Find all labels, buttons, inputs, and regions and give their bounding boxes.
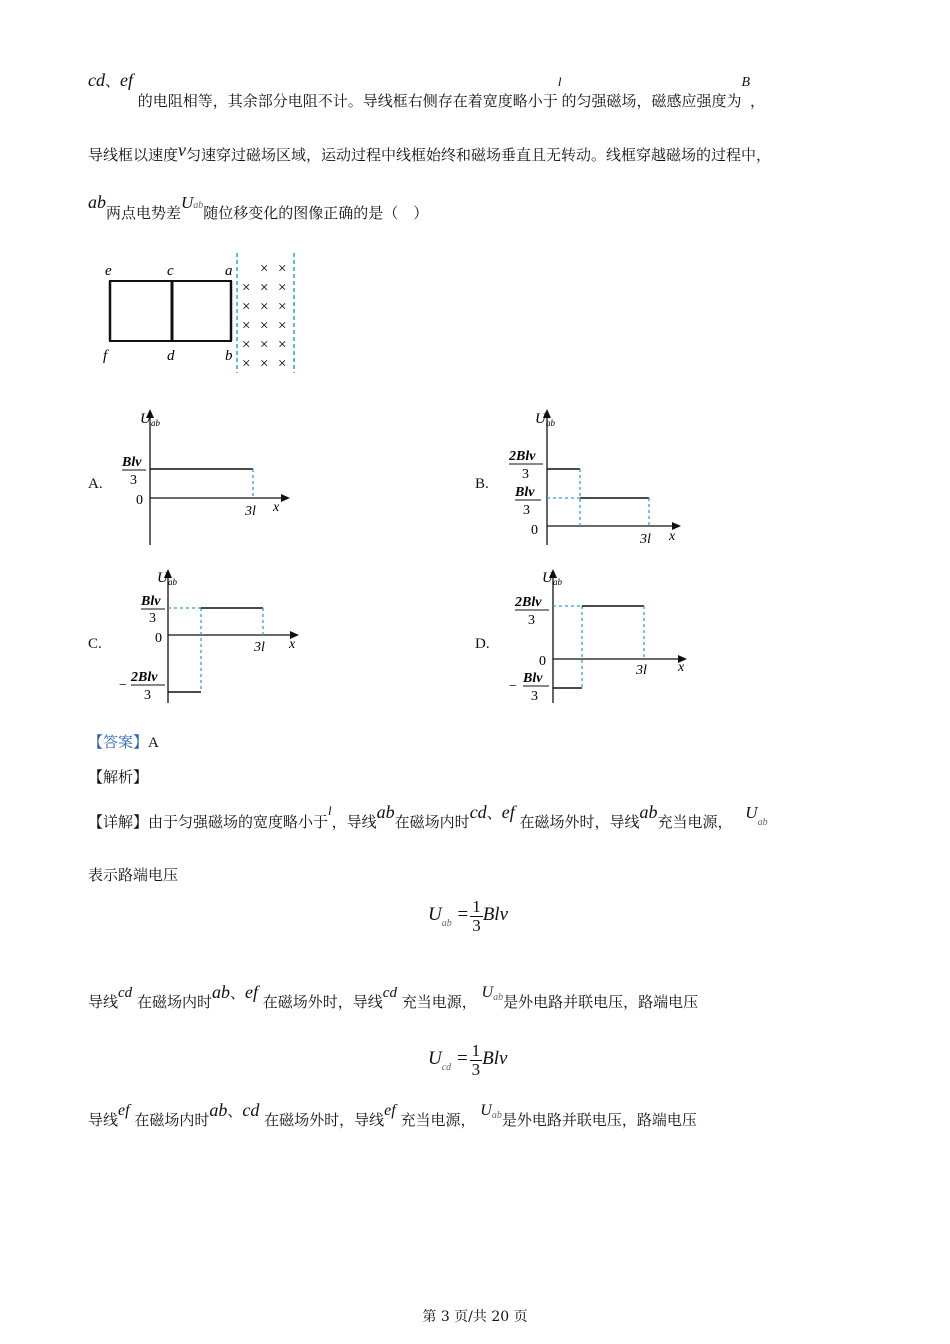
eq-rest: Blv [482, 903, 509, 925]
y-label-sub: ab [168, 577, 177, 587]
detail-label: 【详解】 [88, 813, 149, 831]
text: 充当电源， [401, 993, 477, 1011]
tick-den-2: 3 [523, 503, 530, 518]
tick-num: Blv [141, 594, 161, 609]
text: 在磁场外时，导线 [519, 813, 640, 831]
y-label: U [140, 411, 151, 427]
text: 在磁场外时，导线 [264, 1111, 385, 1129]
var-l: l [557, 74, 562, 89]
tick-den: 3 [130, 473, 137, 488]
var-ab: ab [376, 802, 395, 822]
text: 随位移变化的图像正确的是（ ） [203, 204, 429, 222]
detail-line-3 [88, 982, 699, 1011]
var-cd: cd [242, 1100, 260, 1120]
equation-uab [428, 898, 508, 935]
var-U: U [481, 984, 494, 1001]
zero-label: 0 [531, 523, 538, 538]
separator: 、 [105, 72, 121, 90]
eq-num: 1 [471, 1041, 481, 1060]
var-ef: ef [501, 802, 515, 822]
detail-line-2: 表示路端电压 [88, 866, 179, 884]
var-cd: cd [118, 985, 133, 1001]
var-ef: ef [384, 1102, 396, 1119]
cross-mark: × [260, 337, 269, 353]
cross-mark: × [242, 337, 251, 353]
text: 导线 [88, 993, 119, 1011]
var-U: U [480, 1102, 492, 1119]
neg-sign: − [119, 678, 127, 693]
neg-tick-num: Blv [523, 671, 543, 686]
var-ab: ab [639, 802, 658, 822]
detail-line-4 [88, 1100, 697, 1129]
question-line-2 [88, 140, 772, 165]
var-cd: cd [88, 70, 105, 90]
option-b-letter: B. [475, 476, 489, 492]
var-l: l [328, 803, 332, 818]
cross-mark: × [278, 356, 287, 372]
text: ，导线 [331, 813, 377, 831]
zero-label: 0 [539, 654, 546, 669]
eq-den: 3 [471, 1059, 481, 1079]
zero-label: 0 [155, 631, 162, 646]
eq-equals: = [456, 1047, 468, 1069]
neg-tick-den: 3 [531, 689, 538, 704]
label-a: a [225, 263, 233, 279]
var-sub: ab [757, 817, 768, 828]
page-footer: 第 3 页/共 20 页 [422, 1309, 528, 1325]
neg-tick-num: 2Blv [131, 670, 158, 685]
option-d-graph [505, 563, 695, 708]
text: 充当电源， [400, 1111, 476, 1129]
text: 在磁场内时 [136, 993, 212, 1011]
eq-U: U [428, 1047, 442, 1069]
text: ， [750, 92, 766, 110]
zero-label: 0 [136, 493, 143, 508]
text: 是外电路并联电压，路端电压 [501, 1111, 697, 1129]
option-d-letter: D. [475, 636, 490, 652]
cross-mark: × [242, 356, 251, 372]
y-label: U [157, 570, 168, 586]
cross-mark: × [242, 299, 251, 315]
var-ef: ef [245, 982, 258, 1002]
equation-ucd [428, 1042, 507, 1079]
option-a-letter: A. [88, 476, 103, 492]
text: 在磁场外时，导线 [262, 993, 383, 1011]
eq-den: 3 [472, 915, 481, 935]
answer-label: 【答案】 [88, 733, 149, 751]
text: 在磁场内时 [134, 1111, 210, 1129]
option-b-graph [505, 405, 690, 550]
eq-num: 1 [472, 897, 481, 916]
text: 是外电路并联电压，路端电压 [503, 993, 699, 1011]
separator: 、 [486, 804, 502, 822]
y-label-sub: ab [546, 418, 555, 428]
magnetic-field-crosses [242, 261, 286, 372]
option-a-graph [118, 405, 293, 550]
cross-mark: × [260, 356, 269, 372]
eq-equals: = [457, 903, 469, 925]
var-ef: ef [118, 1102, 130, 1119]
tick-den: 3 [528, 613, 535, 628]
x-label: x [678, 660, 685, 675]
y-label-sub: ab [151, 418, 160, 428]
neg-sign: − [509, 679, 517, 694]
circuit-figure [95, 248, 310, 373]
var-sub: ab [491, 1110, 502, 1121]
question-line-3 [88, 192, 429, 222]
cross-mark: × [278, 280, 287, 296]
separator: 、 [227, 1102, 243, 1120]
text: 在磁场内时 [394, 813, 470, 831]
cross-mark: × [242, 318, 251, 334]
option-c-letter: C. [88, 636, 102, 652]
var-ab: ab [88, 192, 106, 212]
var-U: U [745, 803, 758, 822]
answer-value: A [148, 735, 159, 751]
cross-mark: × [260, 261, 269, 277]
x-label: x [669, 529, 676, 544]
var-cd: cd [382, 985, 397, 1001]
var-B: B [741, 75, 751, 90]
x-tick-3l: 3l [636, 663, 647, 678]
cross-mark: × [278, 318, 287, 334]
x-tick-3l: 3l [245, 504, 256, 519]
eq-U: U [428, 903, 442, 925]
var-ab: ab [211, 982, 230, 1002]
label-b: b [225, 348, 233, 364]
cross-mark: × [278, 299, 287, 315]
eq-fraction [470, 1042, 483, 1079]
y-label-sub: ab [553, 577, 562, 587]
tick-num: 2Blv [515, 595, 542, 610]
tick-den: 3 [149, 611, 156, 626]
separator: 、 [229, 984, 245, 1002]
tick-num-1: 2Blv [509, 449, 536, 464]
cross-mark: × [278, 337, 287, 353]
label-e: e [105, 263, 112, 279]
tick-num: Blv [122, 455, 142, 470]
cross-mark: × [260, 280, 269, 296]
y-label: U [542, 570, 553, 586]
var-ab: ab [209, 1100, 228, 1120]
cross-mark: × [278, 261, 287, 277]
x-axis-arrow [281, 494, 290, 502]
var-v: v [178, 140, 187, 160]
var-U: U [181, 193, 194, 212]
label-d: d [167, 348, 175, 364]
analysis-label: 【解析】 [88, 768, 149, 786]
var-sub-ab: ab [193, 200, 204, 211]
text: 匀速穿过磁场区域，运动过程中线框始终和磁场垂直且无转动。线框穿越磁场的过程中， [186, 146, 772, 164]
label-f: f [103, 348, 108, 364]
eq-rest: Blv [482, 1047, 508, 1069]
var-ef: ef [120, 70, 134, 90]
eq-fraction [470, 898, 483, 935]
var-sub: ab [493, 992, 504, 1003]
cross-mark: × [242, 280, 251, 296]
cross-mark: × [260, 318, 269, 334]
cross-mark: × [260, 299, 269, 315]
x-tick-3l: 3l [254, 640, 265, 655]
detail-line-1 [88, 802, 768, 831]
text: 充当电源， [657, 813, 733, 831]
tick-den-1: 3 [522, 467, 529, 482]
question-line-1 [88, 70, 766, 110]
var-cd: cd [469, 802, 487, 822]
x-label: x [273, 500, 280, 515]
text: 导线 [88, 1111, 119, 1129]
tick-num-2: Blv [515, 485, 535, 500]
x-tick-3l: 3l [640, 532, 651, 547]
text: 两点电势差 [106, 204, 182, 222]
y-label: U [535, 411, 546, 427]
eq-sub: cd [441, 1061, 452, 1073]
text: 导线框以速度 [88, 146, 179, 164]
text: 的电阻相等，其余部分电阻不计。导线框右侧存在着宽度略小于 [137, 92, 558, 110]
eq-sub: ab [441, 917, 452, 929]
neg-tick-den: 3 [144, 688, 151, 703]
label-c: c [167, 263, 174, 279]
option-c-graph [115, 563, 305, 708]
x-label: x [289, 637, 296, 652]
text: 由于匀强磁场的宽度略小于 [148, 813, 329, 831]
text: 的匀强磁场，磁感应强度为 [561, 92, 742, 110]
answer-line [88, 731, 159, 752]
